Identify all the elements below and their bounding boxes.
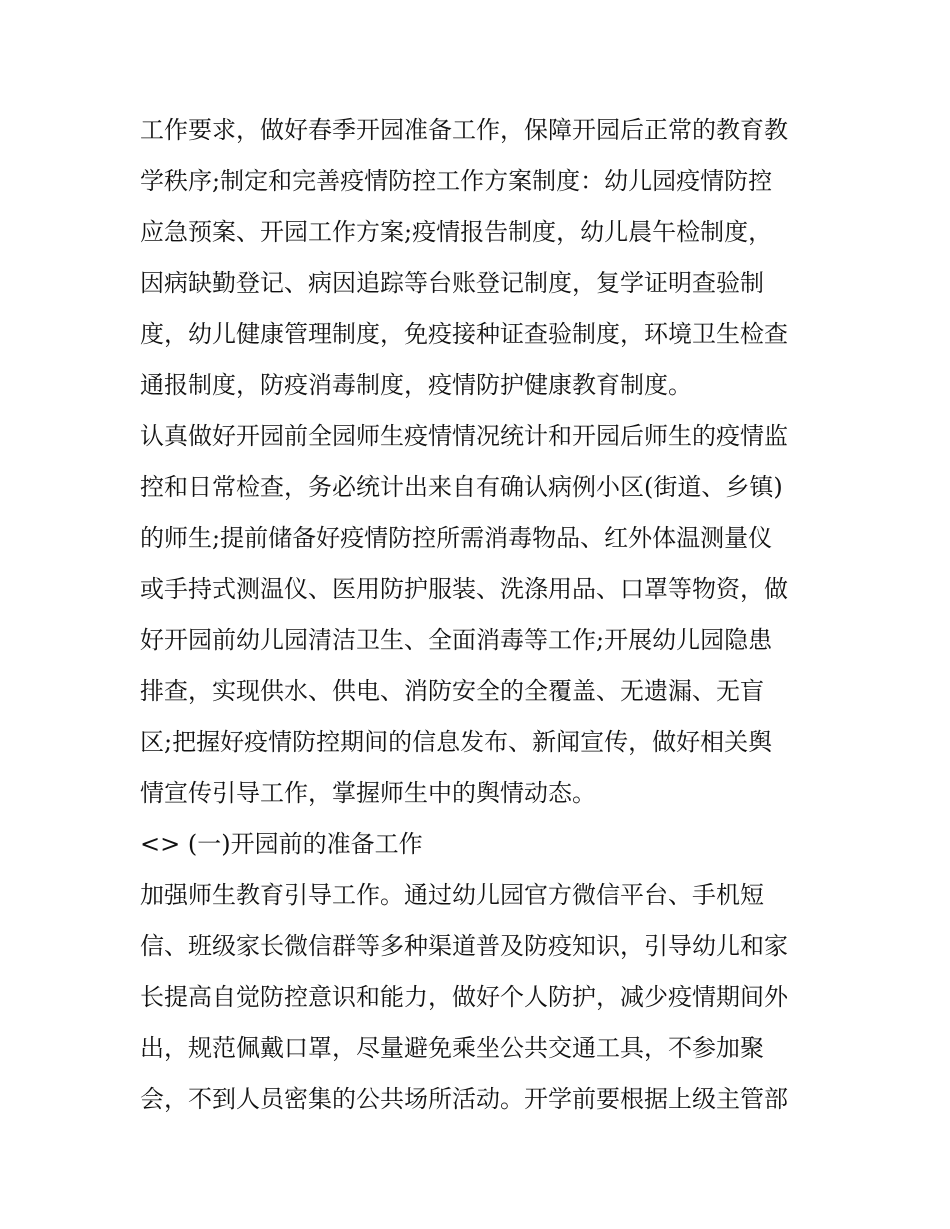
text-line: 区;把握好疫情防控期间的信息发布、新闻宣传，做好相关舆 xyxy=(140,728,773,756)
section-heading: <> (一)开园前的准备工作 xyxy=(140,830,423,858)
text-line: 控和日常检查，务必统计出来自有确认病例小区(街道、乡镇) xyxy=(140,473,783,501)
body-text xyxy=(140,105,820,1125)
text-line: 长提高自觉防控意识和能力，做好个人防护，减少疫情期间外 xyxy=(140,983,788,1011)
text-line: 学秩序;制定和完善疫情防控工作方案制度：幼儿园疫情防控 xyxy=(140,167,773,195)
text-line: 因病缺勤登记、病因追踪等台账登记制度，复学证明查验制 xyxy=(140,269,764,297)
text-line: 加强师生教育引导工作。通过幼儿园官方微信平台、手机短 xyxy=(140,881,764,909)
text-line: 信、班级家长微信群等多种渠道普及防疫知识，引导幼儿和家 xyxy=(140,932,788,960)
text-line: 好开园前幼儿园清洁卫生、全面消毒等工作;开展幼儿园隐患 xyxy=(140,626,773,654)
text-line: 排查，实现供水、供电、消防安全的全覆盖、无遗漏、无盲 xyxy=(140,677,764,705)
text-line: 或手持式测温仪、医用防护服装、洗涤用品、口罩等物资，做 xyxy=(140,575,788,603)
text-line: 应急预案、开园工作方案;疫情报告制度，幼儿晨午检制度， xyxy=(140,218,773,246)
text-line: 认真做好开园前全园师生疫情情况统计和开园后师生的疫情监 xyxy=(140,422,788,450)
text-line: 通报制度，防疫消毒制度，疫情防护健康教育制度。 xyxy=(140,371,692,399)
text-line: 出，规范佩戴口罩，尽量避免乘坐公共交通工具，不参加聚 xyxy=(140,1034,764,1062)
text-line: 工作要求，做好春季开园准备工作，保障开园后正常的教育教 xyxy=(140,116,788,144)
text-line: 情宣传引导工作，掌握师生中的舆情动态。 xyxy=(140,779,596,807)
text-line: 会，不到人员密集的公共场所活动。开学前要根据上级主管部 xyxy=(140,1085,788,1113)
text-line: 度，幼儿健康管理制度，免疫接种证查验制度，环境卫生检查 xyxy=(140,320,788,348)
text-line: 的师生;提前储备好疫情防控所需消毒物品、红外体温测量仪 xyxy=(140,524,773,552)
